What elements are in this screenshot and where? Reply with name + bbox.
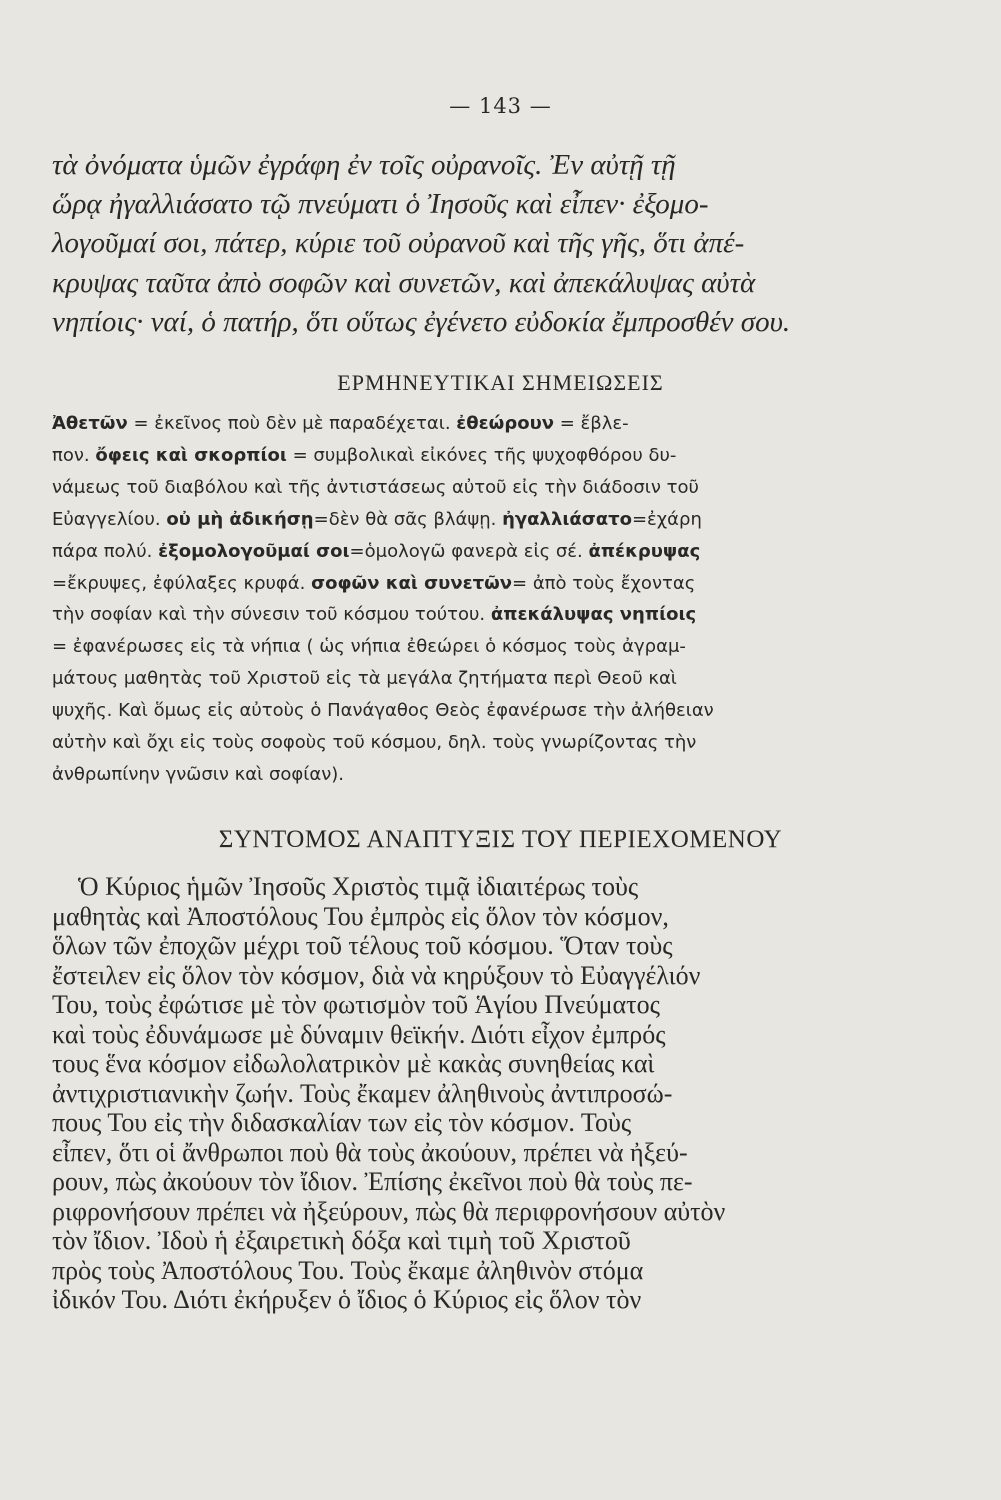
summary-line: Ὁ Κύριος ἡμῶν Ἰησοῦς Χριστὸς τιμᾷ ἰδιαιτέρως τοὺς <box>52 872 639 901</box>
summary-text <box>52 872 822 1315</box>
note-term: ἠγαλλιάσατο <box>502 508 632 530</box>
summary-line: ἰδικόν Του. Διότι ἐκήρυξεν ὁ ἴδιος ὁ Κύριος εἰς ὅλον τὸν <box>52 1285 642 1314</box>
note-definition: = ἐκεῖνος ποὺ δὲν μὲ παραδέχεται. <box>127 413 457 434</box>
notes-line <box>52 440 822 472</box>
notes-line <box>52 568 822 600</box>
gospel-line: τὰ ὀνόματα ὑμῶν ἐγράφη ἐν τοῖς οὐρανοῖς. Ἐν αὐτῇ τῇ <box>52 149 676 181</box>
gospel-line: λογοῦμαί σοι, πάτερ, κύριε τοῦ οὐρανοῦ καὶ τῆς γῆς, ὅτι ἀπέ- <box>52 227 745 260</box>
gospel-text <box>52 146 872 342</box>
note-definition: αὐτὴν καὶ ὄχι εἰς τοὺς σοφοὺς τοῦ κόσμου, δηλ. τοὺς γνωρίζοντας τὴν <box>52 732 697 754</box>
note-term: ὄφεις καὶ σκορπίοι <box>95 444 287 466</box>
note-term: ἐξομολογοῦμαί σοι <box>158 540 350 562</box>
gospel-line: κρυψας ταῦτα ἀπὸ σοφῶν καὶ συνετῶν, καὶ ἀπεκάλυψας αὐτὰ <box>52 266 756 299</box>
page-number: — 143 — <box>449 94 552 118</box>
note-definition: μάτους μαθητὰς τοῦ Χριστοῦ εἰς τὰ μεγάλα ζητήματα περὶ Θεοῦ καὶ <box>52 668 677 690</box>
note-definition: =ἐχάρη <box>631 508 702 530</box>
gospel-line: νηπίοις· ναί, ὁ πατήρ, ὅτι οὕτως ἐγένετο εὐδοκία ἔμπροσθέν σου. <box>52 305 791 338</box>
summary-line: καὶ τοὺς ἐδυνάμωσε μὲ δύναμιν θεϊκήν. Διότι εἶχον ἐμπρός <box>52 1019 666 1049</box>
note-term: οὐ μὴ ἀδικήσῃ <box>166 508 314 530</box>
summary-line: μαθητὰς καὶ Ἀποστόλους Του ἐμπρὸς εἰς ὅλον τὸν κόσμον, <box>52 901 669 931</box>
note-definition: =ὁμολογῶ φανερὰ εἰς σέ. <box>349 540 589 562</box>
summary-line: ὅλων τῶν ἐποχῶν μέχρι τοῦ τέλους τοῦ κόσμου. Ὅταν τοὺς <box>52 931 673 960</box>
summary-line: ρουν, πὼς ἀκούουν τὸν ἴδιον. Ἐπίσης ἐκεῖνοι ποὺ θὰ τοὺς πε- <box>52 1167 693 1196</box>
notes-line <box>52 631 822 663</box>
notes-line <box>52 663 822 695</box>
note-term: σοφῶν καὶ συνετῶν <box>311 572 513 594</box>
summary-line: ριφρονήσουν πρέπει νὰ ἠξεύρουν, πὼς θὰ περιφρονήσουν αὐτὸν <box>52 1196 726 1226</box>
summary-line: τους ἕνα κόσμον εἰδωλολατρικὸν μὲ κακὰς συνηθείας καὶ <box>52 1049 655 1078</box>
summary-line: τὸν ἴδιον. Ἰδοὺ ἡ ἐξαιρετικὴ δόξα καὶ τιμὴ τοῦ Χριστοῦ <box>52 1226 631 1255</box>
note-term: ἀπεκάλυψας νηπίοις <box>490 604 697 626</box>
note-term: Ἀθετῶν <box>52 413 128 434</box>
notes-line <box>52 727 822 759</box>
note-definition: πον. <box>52 444 96 466</box>
summary-line: ἔστειλεν εἰς ὅλον τὸν κόσμον, διὰ νὰ κηρύξουν τὸ Εὐαγγέλιόν <box>52 960 701 990</box>
note-definition: = ἀπὸ τοὺς ἔχοντας <box>512 572 696 594</box>
note-definition: =δὲν θὰ σᾶς βλάψῃ. <box>313 508 503 530</box>
summary-line: εἶπεν, ὅτι οἱ ἄνθρωποι ποὺ θὰ τοὺς ἀκούουν, πρέπει νὰ ἠξεύ- <box>52 1137 688 1167</box>
notes-line <box>52 408 822 440</box>
note-definition: τὴν σοφίαν καὶ τὴν σύνεσιν τοῦ κόσμου τούτου. <box>52 604 491 626</box>
note-definition: = συμβολικαὶ εἰκόνες τῆς ψυχοφθόρου δυ- <box>286 444 677 466</box>
gospel-line: ὥρᾳ ἠγαλλιάσατο τῷ πνεύματι ὁ Ἰησοῦς καὶ εἶπεν· ἐξομο- <box>52 188 709 221</box>
notes-line <box>52 759 822 791</box>
note-term: ἀπέκρυψας <box>588 540 701 562</box>
notes-line <box>52 472 822 504</box>
summary-line: ἀντιχριστιανικὴν ζωήν. Τοὺς ἔκαμεν ἀληθινοὺς ἀντιπροσώ- <box>52 1078 673 1108</box>
summary-line: πους Του εἰς τὴν διδασκαλίαν των εἰς τὸν κόσμον. Τοὺς <box>52 1108 632 1137</box>
note-term: ἐθεώρουν <box>456 413 554 434</box>
note-definition: = ἐφανέρωσες εἰς τὰ νήπια ( ὡς νήπια ἐθεώρει ὁ κόσμος τοὺς ἀγραμ- <box>52 636 686 658</box>
notes-line <box>52 695 822 727</box>
note-definition: =ἔκρυψες, ἐφύλαξες κρυφά. <box>52 572 312 594</box>
notes-text <box>52 408 822 791</box>
note-definition: ψυχῆς. Καὶ ὅμως εἰς αὐτοὺς ὁ Πανάγαθος Θεὸς ἐφανέρωσε τὴν ἀλήθειαν <box>52 700 714 722</box>
note-definition: ἀνθρωπίνην γνῶσιν καὶ σοφίαν). <box>52 763 344 785</box>
summary-line: πρὸς τοὺς Ἀποστόλους Του. Τοὺς ἔκαμε ἀληθινὸν στόμα <box>52 1255 644 1285</box>
note-definition: Εὐαγγελίου. <box>52 508 167 530</box>
summary-line: Του, τοὺς ἐφώτισε μὲ τὸν φωτισμὸν τοῦ Ἁγίου Πνεύματος <box>52 990 660 1019</box>
note-definition: πάρα πολύ. <box>52 540 159 562</box>
note-definition: νάμεως τοῦ διαβόλου καὶ τῆς ἀντιστάσεως αὐτοῦ εἰς τὴν διάδοσιν τοῦ <box>52 476 699 498</box>
summary-heading: ΣΥΝΤΟΜΟΣ ΑΝΑΠΤΥΞΙΣ ΤΟΥ ΠΕΡΙΕΧΟΜΕΝΟΥ <box>218 826 783 853</box>
notes-line <box>52 599 822 631</box>
notes-heading: ΕΡΜΗΝΕΥΤΙΚΑΙ ΣΗΜΕΙΩΣΕΙΣ <box>337 370 664 395</box>
notes-line <box>52 504 822 536</box>
notes-line <box>52 536 822 568</box>
note-definition: = ἔβλε- <box>553 413 629 434</box>
